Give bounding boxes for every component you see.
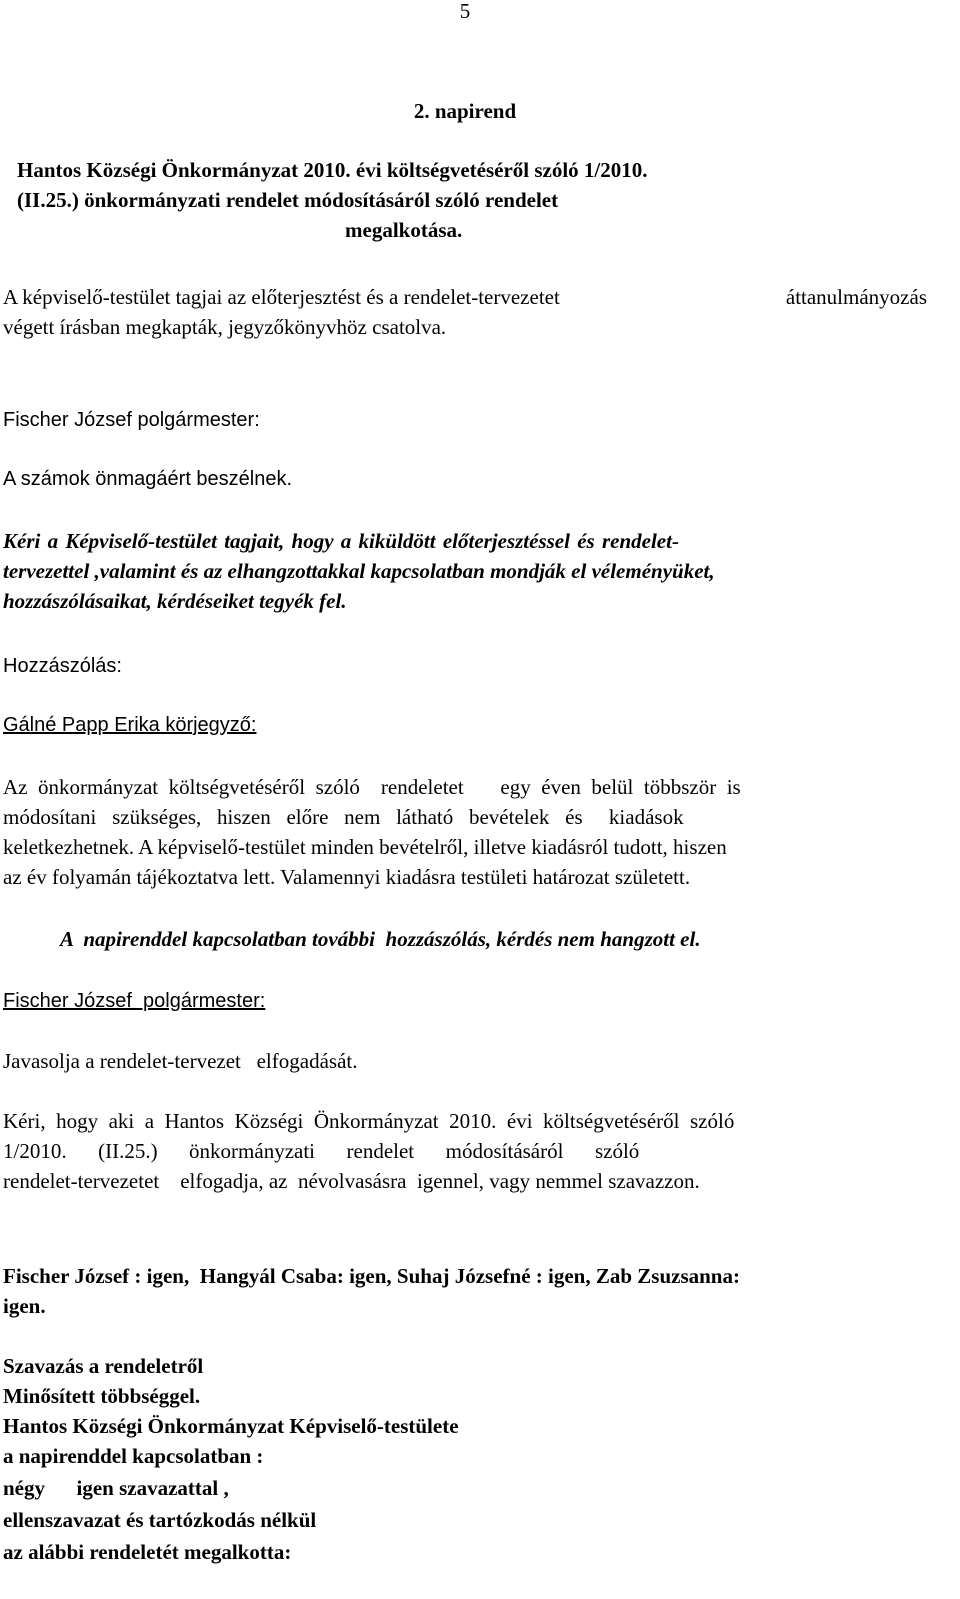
speaker1-text: A számok önmagáért beszélnek. (3, 468, 293, 490)
result-line-3: Hantos Községi Önkormányzat Képviselő-testülete (3, 1414, 459, 1438)
vote-request-line-3: rendelet-tervezetet elfogadja, az névolvasásra igennel, vagy nemmel szavazzon. (3, 1169, 700, 1193)
speaker2-line-4: az év folyamán tájékoztatva lett. Valamennyi kiadásra testületi határozat született. (3, 865, 691, 889)
result-line-7: az alábbi rendeletét megalkotta: (3, 1540, 292, 1564)
votes-line-2: igen. (3, 1294, 46, 1318)
agenda-title-line-3: megalkotása. (345, 218, 463, 242)
request-line-2: tervezettel ,valamint és az elhangzottakkal kapcsolatban mondják el véleményüket, (3, 559, 715, 583)
speaker2-line-3: keletkezhetnek. A képviselő-testület minden bevételről, illetve kiadásról tudott, hiszen (3, 835, 727, 859)
request-line-1: Kéri a Képviselő-testület tagjait, hogy a kiküldött előterjesztéssel és rendelet- (3, 529, 679, 553)
no-further-comments: A napirenddel kapcsolatban további hozzászólás, kérdés nem hangzott el. (60, 927, 701, 951)
intro-line-1-right: áttanulmányozás (785, 285, 927, 309)
vote-request-line-1: Kéri, hogy aki a Hantos Községi Önkormányzat 2010. évi költségvetéséről szóló (3, 1109, 735, 1133)
page-number: 5 (459, 0, 471, 23)
speaker2-line-1: Az önkormányzat költségvetéséről szóló rendeletet egy éven belül többször is (3, 775, 741, 799)
result-line-2: Minősített többséggel. (3, 1384, 201, 1408)
result-line-6: ellenszavazat és tartózkodás nélkül (3, 1508, 317, 1532)
result-line-4: a napirenddel kapcsolatban : (3, 1444, 264, 1468)
speaker3-text: Javasolja a rendelet-tervezet elfogadását. (3, 1049, 358, 1073)
result-line-1: Szavazás a rendeletről (3, 1354, 204, 1378)
intro-line-1-left: A képviselő-testület tagjai az előterjesztést és a rendelet-tervezetet (3, 285, 560, 309)
intro-line-2: végett írásban megkapták, jegyzőkönyvhöz csatolva. (3, 315, 447, 339)
speaker3-label: Fischer József polgármester: (3, 990, 266, 1012)
speaker2-line-2: módosítani szükséges, hiszen előre nem látható bevételek és kiadások (3, 805, 684, 829)
vote-request-line-2: 1/2010. (II.25.) önkormányzati rendelet módosításáról szóló (3, 1139, 640, 1163)
result-line-5: négy igen szavazattal , (3, 1476, 229, 1500)
agenda-title-line-1: Hantos Községi Önkormányzat 2010. évi költségvetéséről szóló 1/2010. (17, 158, 648, 182)
comments-label: Hozzászólás: (3, 655, 122, 677)
request-line-3: hozzászólásaikat, kérdéseiket tegyék fel. (3, 589, 347, 613)
votes-line-1: Fischer József : igen, Hangyál Csaba: igen, Suhaj Józsefné : igen, Zab Zsuzsanna: (3, 1264, 740, 1288)
agenda-title-line-2: (II.25.) önkormányzati rendelet módosításáról szóló rendelet (17, 188, 559, 212)
intro-line-1 (3, 282, 927, 312)
speaker2-label: Gálné Papp Erika körjegyző: (3, 714, 257, 736)
agenda-heading: 2. napirend (413, 99, 517, 123)
speaker1-label: Fischer József polgármester: (3, 409, 260, 431)
